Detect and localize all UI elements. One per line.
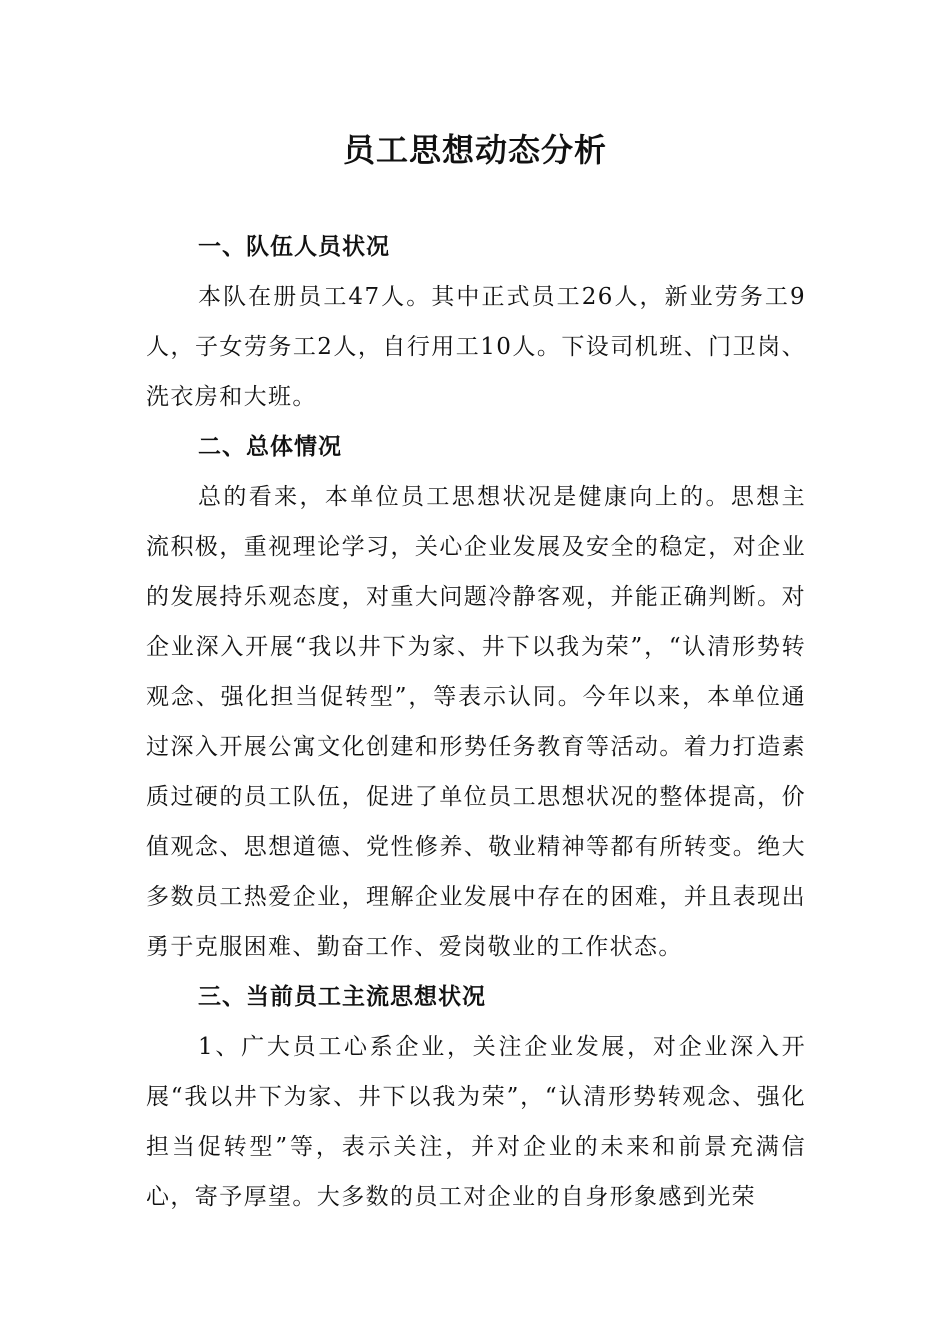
section-heading: 一、队伍人员状况	[198, 234, 390, 260]
section-heading: 二、总体情况	[198, 434, 342, 460]
document-title: 员工思想动态分析	[342, 131, 607, 169]
section-paragraph: 1、广大员工心系企业，关注企业发展，对企业深入开展“我以井下为家、井下以我为荣”，“认清形势转观念、强化担当促转型”等，表示关注，并对企业的未来和前景充满信心，寄予厚望。大多数的员工对企业的自身形象感到光荣	[146, 1034, 806, 1210]
section-overall-situation	[146, 422, 806, 972]
section-current-thinking	[146, 972, 806, 1222]
section-paragraph: 本队在册员工47人。其中正式员工26人，新业劳务工9人，子女劳务工2人，自行用工10人。下设司机班、门卫岗、洗衣房和大班。	[146, 284, 806, 410]
document-body	[146, 222, 806, 1222]
section-paragraph: 总的看来，本单位员工思想状况是健康向上的。思想主流积极，重视理论学习，关心企业发展及安全的稳定，对企业的发展持乐观态度，对重大问题冷静客观，并能正确判断。对企业深入开展“我以井下为家、井下以我为荣”，“认清形势转观念、强化担当促转型”，等表示认同。今年以来，本单位通过深入开展公寓文化创建和形势任务教育等活动。着力打造素质过硬的员工队伍，促进了单位员工思想状况的整体提高，价值观念、思想道德、党性修养、敬业精神等都有所转变。绝大多数员工热爱企业，理解企业发展中存在的困难，并且表现出勇于克服困难、勤奋工作、爱岗敬业的工作状态。	[146, 484, 806, 960]
section-heading: 三、当前员工主流思想状况	[198, 984, 486, 1010]
section-staff-status	[146, 222, 806, 422]
